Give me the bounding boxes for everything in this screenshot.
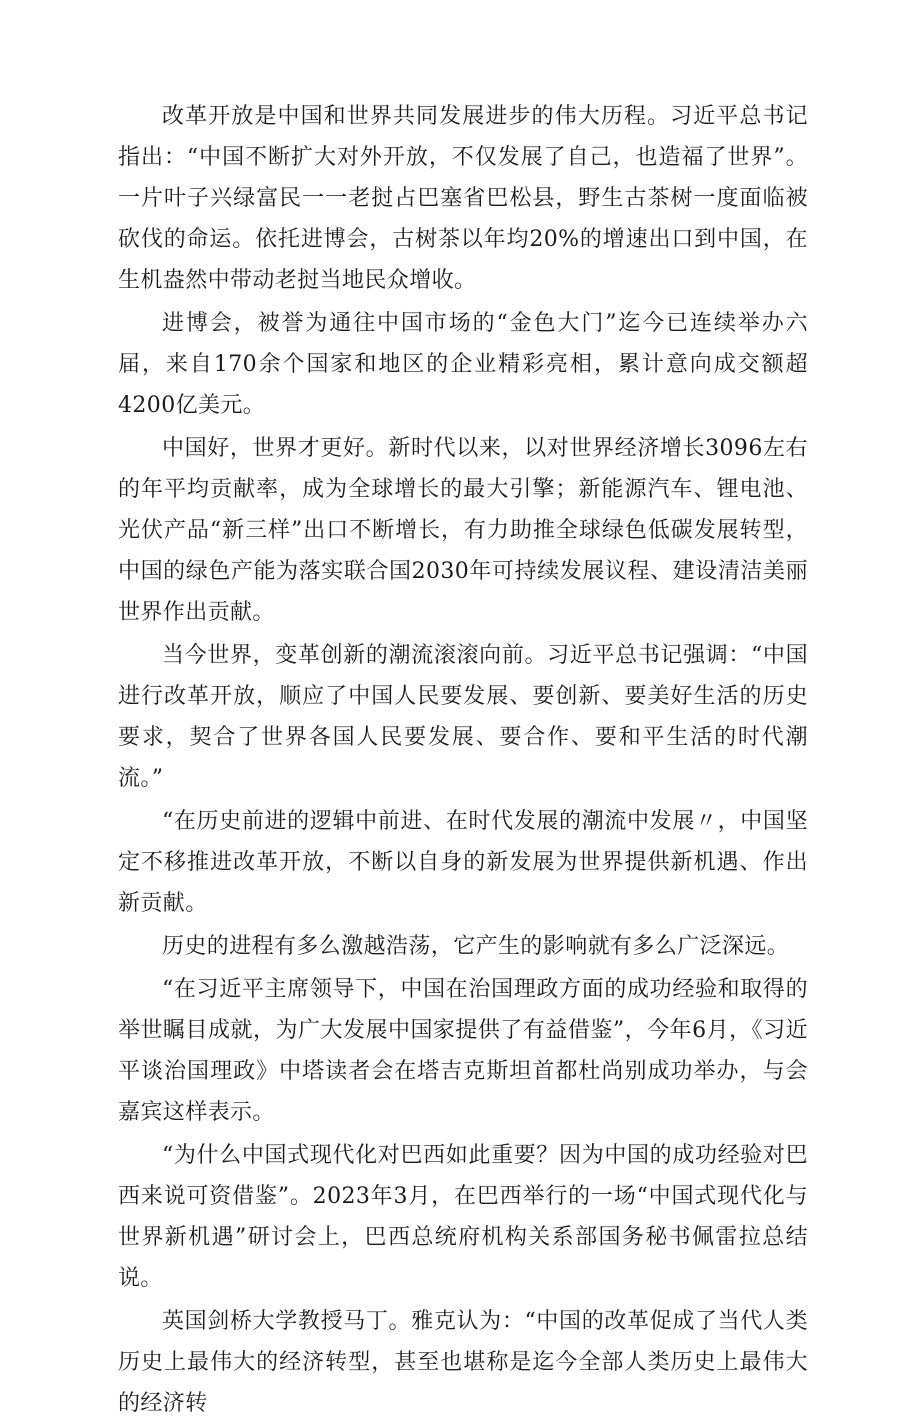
- paragraph-5: “在历史前进的逻辑中前进、在时代发展的潮流中发展〃，中国坚定不移推进改革开放，不断以自身的新发展为世界提供新机遇、作出新贡献。: [118, 809, 808, 916]
- paragraph-1: 改革开放是中国和世界共同发展进步的伟大历程。习近平总书记指出：“中国不断扩大对外开放，不仅发展了自己，也造福了世界”。一片叶子兴绿富民一一老挝占巴塞省巴松县，野生古茶树一度面临被砍伐的命运。依托进博会，古树茶以年均20%的增速出口到中国，在生机盎然中带动老挝当地民众增收。: [118, 104, 808, 293]
- paragraph-4: 当今世界，变革创新的潮流滚滚向前。习近平总书记强调：“中国进行改革开放，顺应了中国人民要发展、要创新、要美好生活的历史要求，契合了世界各国人民要发展、要合作、要和平生活的时代潮流。”: [118, 643, 808, 791]
- paragraph-7: “在习近平主席领导下，中国在治国理政方面的成功经验和取得的举世瞩目成就，为广大发展中国家提供了有益借鉴”，今年6月，《习近平谈治国理政》中塔读者会在塔吉克斯坦首都杜尚别成功举办，与会嘉宾这样表示。: [118, 977, 808, 1125]
- document-body: [118, 96, 808, 1424]
- paragraph-9: 英国剑桥大学教授马丁。雅克认为：“中国的改革促成了当代人类历史上最伟大的经济转型，甚至也堪称是迄今全部人类历史上最伟大的经济转: [118, 1309, 808, 1416]
- paragraph-6: 历史的进程有多么激越浩荡，它产生的影响就有多么广泛深远。: [162, 934, 790, 959]
- paragraph-8: “为什么中国式现代化对巴西如此重要？因为中国的成功经验对巴西来说可资借鉴”。2023年3月，在巴西举行的一场“中国式现代化与世界新机遇”研讨会上，巴西总统府机构关系部国务秘书佩雷拉总结说。: [118, 1143, 808, 1291]
- paragraph-3: 中国好，世界才更好。新时代以来，以对世界经济增长3096左右的年平均贡献率，成为全球增长的最大引擎；新能源汽车、锂电池、光伏产品“新三样”出口不断增长，有力助推全球绿色低碳发展转型，中国的绿色产能为落实联合国2030年可持续发展议程、建设清洁美丽世界作出贡献。: [118, 436, 808, 625]
- paragraph-2: 进博会，被誉为通往中国市场的“金色大门”迄今已连续举办六届，来自170余个国家和地区的企业精彩亮相，累计意向成交额超4200亿美元。: [118, 311, 808, 418]
